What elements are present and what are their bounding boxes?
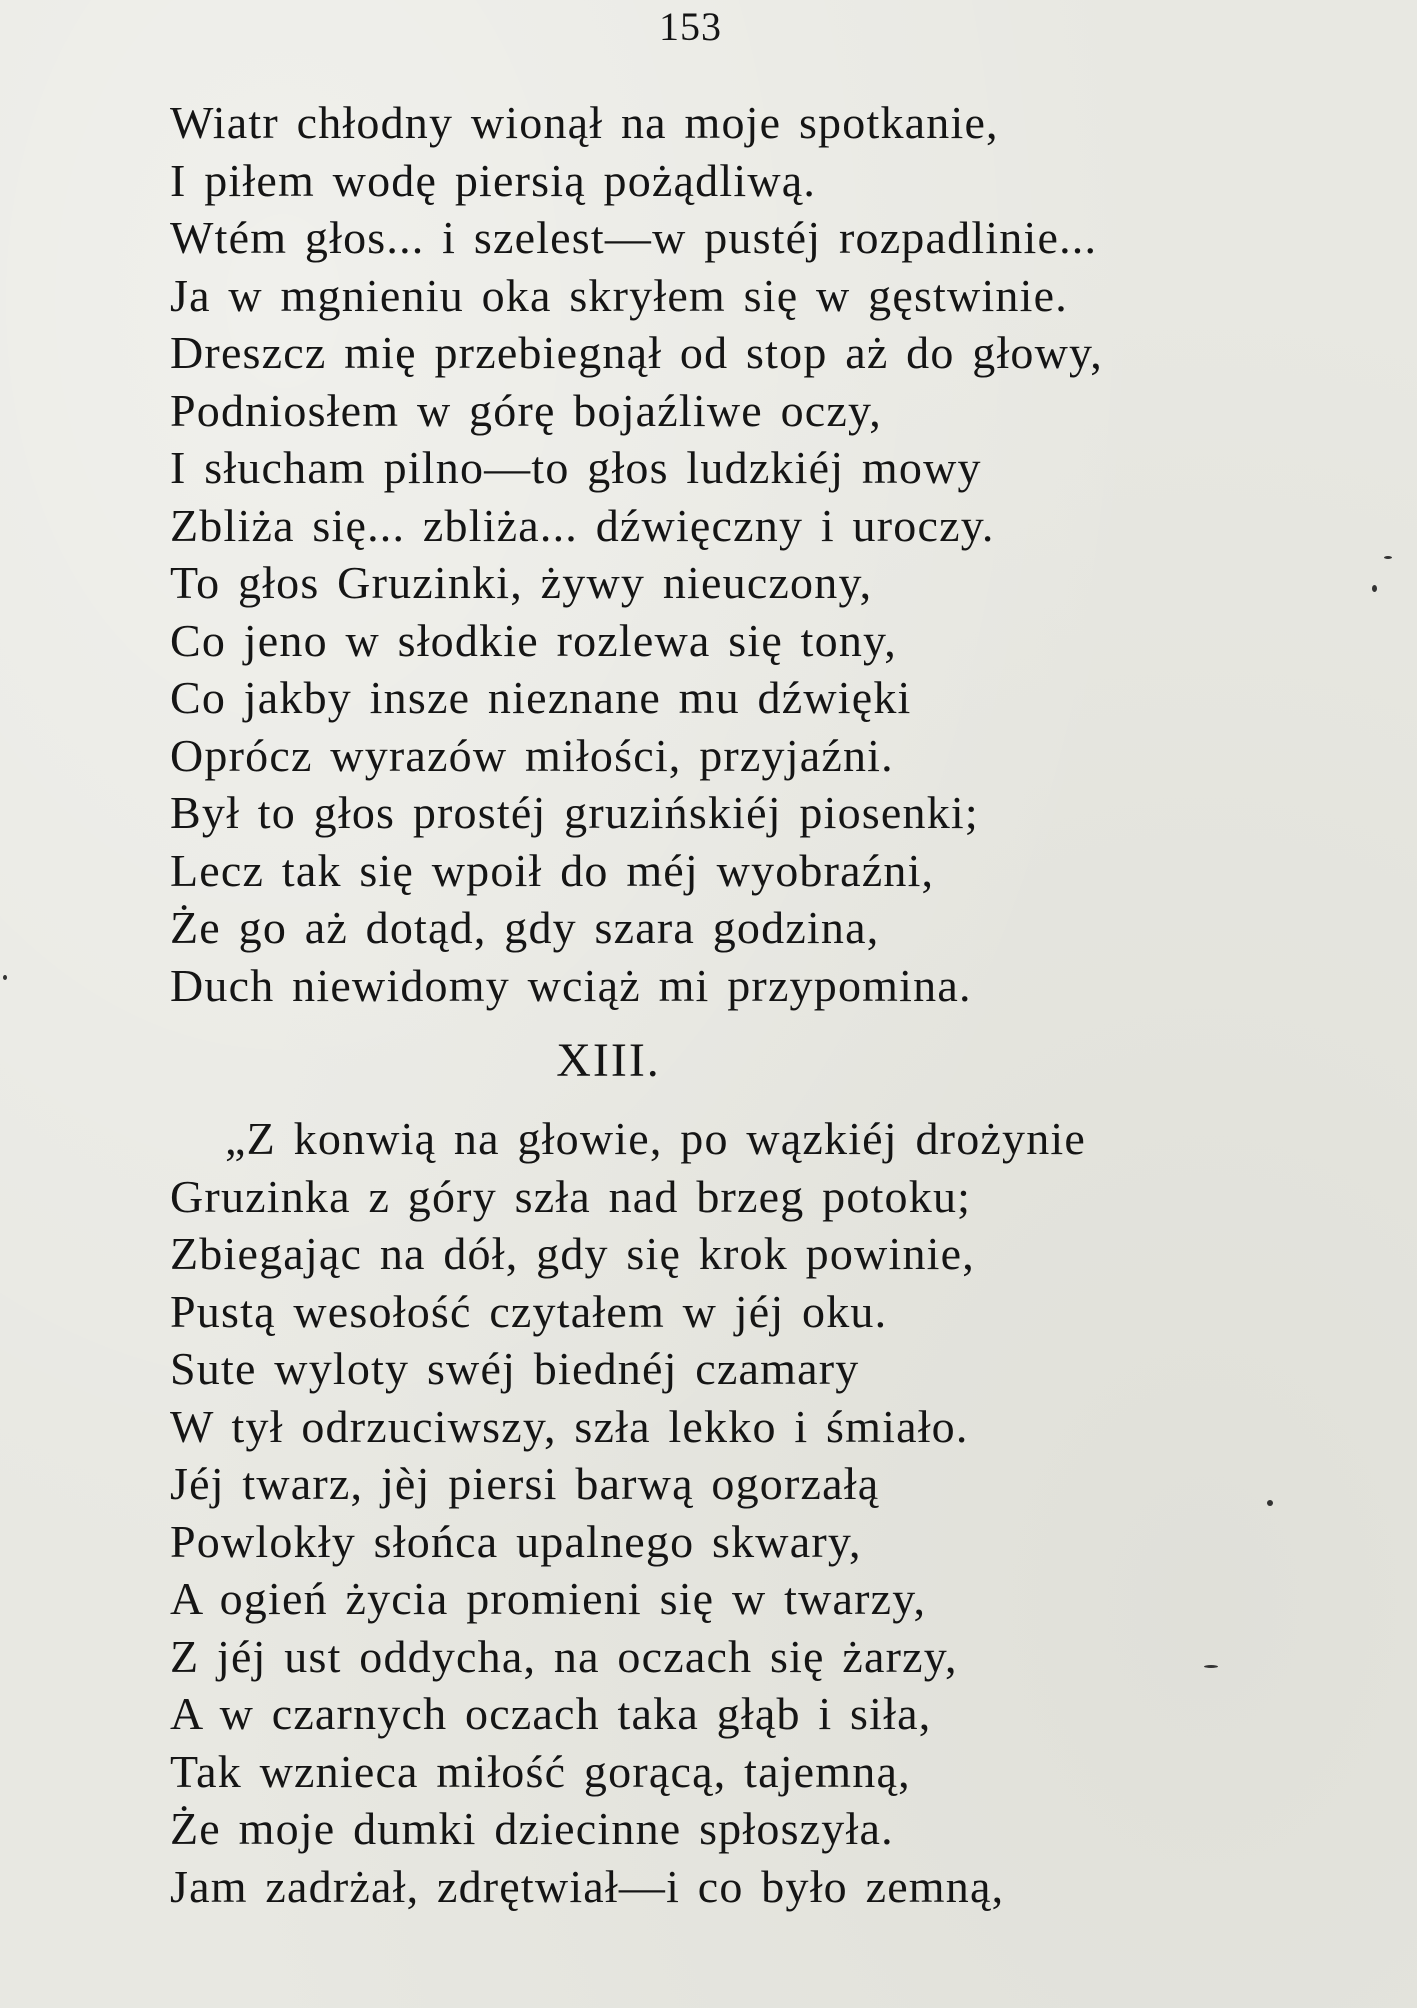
verse-line: Oprócz wyrazów miłości, przyjaźni. (170, 729, 894, 781)
stanza-1 (170, 94, 1370, 1014)
verse-line: Co jakby insze nieznane mu dźwięki (170, 672, 912, 723)
print-speck (1204, 1665, 1218, 1668)
verse-line: „Z konwią na głowie, po wązkiéj drożynie (225, 1113, 1087, 1164)
verse-line: To głos Gruzinki, żywy nieuczony, (170, 557, 873, 608)
verse-line: Dreszcz mię przebiegnął od stop aż do głowy, (170, 327, 1103, 378)
verse-line: Że go aż dotąd, gdy szara godzina, (170, 902, 880, 953)
stanza-2 (170, 1110, 1370, 1915)
verse-line: Jéj twarz, jèj piersi barwą ogorzałą (170, 1458, 880, 1509)
print-speck (1267, 1500, 1273, 1506)
verse-line: Tak wznieca miłość gorącą, tajemną, (170, 1745, 911, 1797)
verse-line: Z jéj ust oddycha, na oczach się żarzy, (170, 1630, 958, 1682)
verse-line: W tył odrzuciwszy, szła lekko i śmiało. (170, 1400, 969, 1452)
verse-line: A w czarnych oczach taka głąb i siła, (170, 1688, 932, 1739)
verse-line: Wtém głos... i szelest—w pustéj rozpadlinie... (170, 212, 1098, 263)
verse-line: Wiatr chłodny wionął na moje spotkanie, (170, 97, 999, 148)
verse-line: Zbiegając na dół, gdy się krok powinie, (170, 1228, 975, 1279)
page-number: 153 (659, 4, 722, 49)
print-speck (1372, 585, 1377, 592)
print-speck (1384, 556, 1392, 559)
verse-line: Ja w mgnieniu oka skryłem się w gęstwinie. (170, 269, 1068, 321)
verse-line: Zbliża się... zbliża... dźwięczny i uroczy. (170, 499, 995, 551)
verse-line: Duch niewidomy wciąż mi przypomina. (170, 959, 972, 1011)
verse-line: Gruzinka z góry szła nad brzeg potoku; (170, 1170, 972, 1222)
verse-line: Co jeno w słodkie rozlewa się tony, (170, 614, 897, 666)
section-heading: XIII. (556, 1034, 661, 1087)
verse-line: Sute wyloty swéj biednéj czamary (170, 1343, 860, 1394)
verse-line: Jam zadrżał, zdrętwiał—i co było zemną, (170, 1860, 1005, 1912)
verse-line: I piłem wodę piersią pożądliwą. (170, 154, 817, 206)
verse-line: Podniosłem w górę bojaźliwe oczy, (170, 384, 882, 436)
verse-line: Powlokły słońca upalnego skwary, (170, 1515, 862, 1567)
verse-line: I słucham pilno—to głos ludzkiéj mowy (170, 442, 982, 493)
verse-line: Lecz tak się wpoił do méj wyobraźni, (170, 844, 935, 896)
verse-line: Był to głos prostéj gruzińskiéj piosenki; (170, 787, 979, 838)
print-speck (3, 975, 7, 980)
verse-line: Pustą wesołość czytałem w jéj oku. (170, 1285, 888, 1337)
verse-line: A ogień życia promieni się w twarzy, (170, 1573, 927, 1624)
verse-line: Że moje dumki dziecinne spłoszyła. (170, 1803, 894, 1854)
